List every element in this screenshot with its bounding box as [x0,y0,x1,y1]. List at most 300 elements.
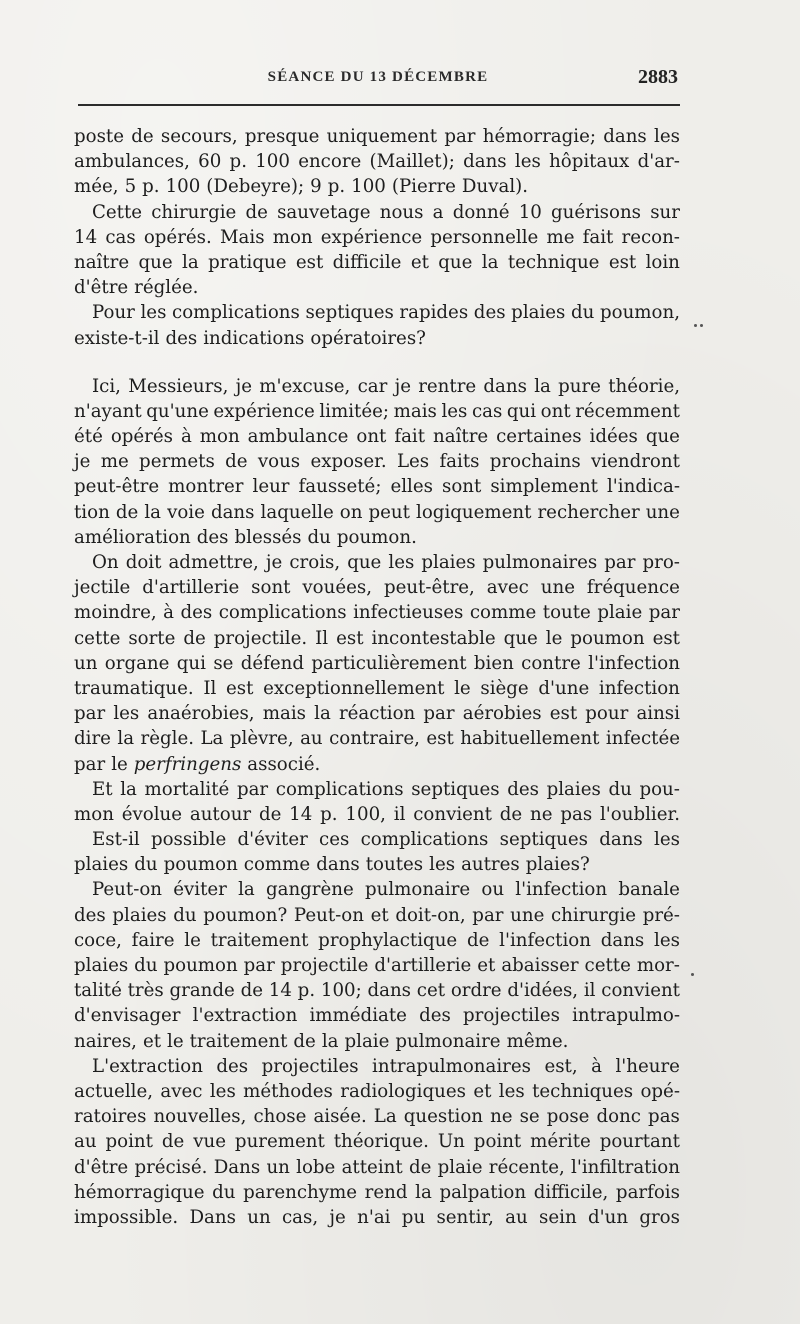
word: septiques [305,302,394,324]
running-head: SÉANCE DU 13 DÉCEMBRE [267,69,489,85]
word: peut-être [74,476,160,498]
word: fausseté; [298,476,382,498]
word: talité [74,980,122,1002]
word: pro- [642,552,680,573]
word: opé- [640,1080,680,1102]
word: sont [251,577,291,599]
word: (Maillet); [369,151,455,173]
word: plaies [74,854,129,876]
word: secours, [160,126,238,147]
word: encore [298,151,362,173]
word: p. [229,151,247,173]
word: purement [234,1131,325,1153]
word: des [507,778,539,800]
text-line [74,903,680,928]
word: p. [142,176,160,198]
word: voie [167,501,205,523]
word: un [247,1206,271,1228]
word: sein [539,1206,577,1228]
word: poumon [163,854,238,876]
word: le [167,1030,184,1052]
word: d'artillerie [374,955,472,976]
word: Il [315,627,329,649]
word: et [410,251,429,273]
word: vouées, [302,577,372,599]
word: 100, [345,803,386,825]
word: mon [272,226,313,248]
word: perfringens [133,753,242,775]
word: infectée [605,728,680,750]
word: récemment [575,400,680,422]
text-line [74,1180,680,1205]
word: expérience [320,226,423,248]
text-line [74,777,680,802]
text-line [74,300,680,325]
text-line [74,877,680,902]
word: l'heure [615,1055,680,1077]
text-line [74,1205,680,1230]
word: banale [618,879,680,901]
word: plaie [344,1030,390,1052]
word: l'oublier. [599,803,680,825]
word: atteint [341,1156,403,1178]
word: le [111,753,128,775]
word: l'infection [588,652,680,674]
word: 100 [165,176,201,198]
word: ces [319,829,350,851]
word: est [549,703,578,725]
word: traitement [189,1030,288,1052]
word: organe [104,652,170,674]
word: me [100,451,129,473]
word: projectiles [261,1055,359,1077]
word: donc [596,1106,641,1128]
word: doit-on, [395,904,466,926]
word: de [240,980,263,1002]
word: convient [601,980,680,1002]
word: les [654,929,680,951]
text-line [74,124,680,149]
word: dans [316,854,360,876]
text-line [74,978,680,1003]
word: plèvre, [229,728,294,750]
word: Dans [189,1206,236,1228]
word: la [481,251,499,273]
print-speck [691,973,694,976]
word: Les [396,451,430,473]
word: traitement [210,929,309,951]
word: car [357,375,388,397]
word: 14 [268,980,292,1002]
word: 100 [255,151,290,173]
word: dans [210,501,255,523]
word: guérisons [551,201,641,223]
word: plaie [437,1156,483,1178]
word: est, [544,1055,578,1077]
word: mor- [636,955,680,976]
text-line [74,600,680,625]
word: dans [599,829,643,851]
word: ne [490,1106,513,1128]
word: projectiles [463,1005,560,1027]
word: septiques [411,778,500,800]
word: Dans [213,1156,261,1178]
word: plaies [511,302,566,324]
word: rentre [418,375,477,397]
word: ambulances, [74,151,190,173]
word: d'un [587,1206,629,1228]
word: la [534,375,551,397]
word: complications [172,302,300,324]
word: 100 [351,176,386,198]
word: faire [131,929,175,951]
word: cas [471,400,503,422]
text-line [74,1129,680,1154]
word: la [415,1181,432,1203]
text-line [74,275,680,300]
word: peut-être, [383,577,475,599]
text-line [74,827,680,852]
word: les [514,151,541,173]
word: ont [356,426,387,448]
word: je [329,1206,346,1228]
word: des [216,1055,249,1077]
word: au [74,1131,97,1153]
text-line [74,953,680,978]
word: poumon. [336,526,417,548]
word: sont [441,476,482,498]
word: la [182,251,199,273]
word: ambulance [247,426,349,448]
word: l'indica- [606,476,680,498]
word: par [74,703,106,725]
word: les [654,829,680,851]
page-number: 2883 [638,66,678,88]
word: septiques [499,829,588,851]
header-rule [78,104,680,106]
word: à [163,602,174,624]
text-line [74,550,680,575]
word: tion [74,501,110,523]
word: actuelle, [74,1080,153,1102]
word: été [74,426,103,448]
word: et [477,955,496,976]
body-text [74,124,680,1230]
word: d'idées, [507,980,579,1002]
word: elles [390,476,433,498]
word: des [74,904,106,926]
word: défend [240,652,305,674]
word: l'extraction [192,1005,298,1027]
word: fréquence [586,577,680,599]
word: les [429,854,456,876]
word: 100; [320,980,362,1002]
word: Peut-on [92,879,163,901]
word: mais [393,400,437,422]
word: à [180,426,192,448]
word: qui [176,652,206,674]
word: complications [275,778,404,800]
word: impossible. [74,1206,179,1228]
word: mon [74,803,114,825]
word: on [339,501,363,523]
text-line [74,449,680,474]
word: plaies [74,955,129,976]
text-line [74,651,680,676]
word: exposer. [310,451,387,473]
word: éviter [173,879,227,901]
word: par [236,778,269,800]
word: récente, [488,1156,565,1178]
word: 14 [74,226,98,248]
word: associé. [247,753,321,775]
text-line [74,525,680,550]
word: opératoires? [310,327,426,349]
word: naître [74,251,130,273]
word: qui [506,400,537,422]
text-line [74,676,680,701]
word: chose [253,1106,307,1128]
word: poumon [570,627,645,649]
word: coce, [74,929,122,951]
word: aérobies [462,703,542,725]
word: la [238,879,255,901]
word: a [432,201,444,223]
word: plaies? [525,854,590,876]
word: Duval). [461,176,529,198]
text-line [74,1054,680,1079]
word: contraire, [329,728,420,750]
word: je [235,375,253,397]
word: viendront [591,451,680,473]
word: peut [368,501,410,523]
word: de [183,627,206,649]
word: sur [650,201,680,223]
word: l'infiltration [571,1156,680,1178]
word: naires, [74,1030,137,1052]
word: un [266,1156,290,1178]
word: gros [639,1206,680,1228]
word: par [472,904,504,926]
word: donné [452,201,510,223]
word: autour [189,803,252,825]
word: de [258,803,282,825]
word: des [473,302,506,324]
text-line [74,1003,680,1028]
word: un [74,652,98,674]
word: mais [262,703,306,725]
word: poumon, [600,302,680,324]
word: la [120,778,137,800]
word: nouvelles, [153,1106,247,1128]
word: (Pierre [391,176,456,198]
word: dire [74,728,111,750]
word: de [161,1131,185,1153]
text-line [74,701,680,726]
word: logiquement [416,501,532,523]
word: cas, [281,1206,319,1228]
word: traumatique. [74,677,194,699]
word: pulmonaire [395,1030,501,1052]
text-line [74,752,680,777]
word: théorique. [333,1131,429,1153]
word: ratoires [74,1106,147,1128]
word: crois, [289,552,341,573]
word: idées [589,426,638,448]
word: 60 [198,151,222,173]
word: il [583,980,596,1002]
word: prophylactique [318,929,458,951]
word: n'ai [357,1206,391,1228]
word: rechercher [537,501,640,523]
word: de [293,1030,316,1052]
word: Cette [92,201,143,223]
word: par [444,126,476,147]
word: Est-il [92,829,140,851]
word: d'une [538,677,590,699]
word: complications [218,602,347,624]
word: du [212,1181,236,1203]
word: théorie, [608,375,680,397]
word: sentir, [436,1206,494,1228]
text-line [74,399,680,424]
word: le [454,677,471,699]
text-line [74,1104,680,1129]
word: je [74,451,91,473]
word: des [196,526,229,548]
word: On [92,552,119,573]
word: pulmonaires [482,552,598,573]
word: ou [481,879,505,901]
word: aisée. [313,1106,367,1128]
word: chirurgie [151,201,237,223]
word: me [546,226,575,248]
word: comme [469,602,537,624]
word: pu [401,1206,426,1228]
word: loin [645,251,680,273]
word: d'artillerie [142,577,240,599]
word: avec [486,577,529,599]
word: techniques [532,1080,634,1102]
word: presque [244,126,320,147]
text-line [74,802,680,827]
word: n'ayant [74,400,142,422]
word: du [307,526,331,548]
text-line [74,726,680,751]
word: au [505,1206,528,1228]
word: de [115,501,139,523]
word: comme [243,854,311,876]
word: le [184,929,201,951]
word: règle. [140,728,194,750]
word: opérés. [143,226,212,248]
word: avec [160,1080,203,1102]
word: p. [297,980,316,1002]
word: 9 [310,176,322,198]
word: faits [439,451,480,473]
word: infection [598,677,680,699]
word: plaies [546,778,601,800]
word: simplement [490,476,598,498]
word: les [441,400,468,422]
word: m'excuse, [259,375,351,397]
word: méthodes [243,1080,333,1102]
word: par [423,703,455,725]
word: pratique [208,251,287,273]
word: qu'une [146,400,209,422]
word: et [473,1080,492,1102]
word: palpation [439,1181,527,1203]
word: est [426,728,454,750]
word: Ici, [92,375,121,397]
word: Il [203,677,217,699]
word: admettre, [168,552,259,573]
word: pure [558,375,601,397]
word: dans [483,375,527,397]
word: technique [507,251,600,273]
word: par [74,753,106,775]
word: cet [416,980,446,1002]
word: plaies [421,552,476,573]
word: ainsi [636,703,680,725]
text-line [74,225,680,250]
word: par [648,602,680,624]
word: l'infection [515,879,608,901]
word: Pour [92,302,135,324]
word: indications [203,327,305,349]
word: que [438,251,473,273]
word: même. [506,1030,569,1052]
text-line [74,500,680,525]
word: est [336,627,364,649]
word: se [519,1106,540,1128]
word: anaérobies, [147,703,255,725]
word: mortalité [144,778,230,800]
word: immédiate [309,1005,407,1027]
word: L'extraction [92,1055,203,1077]
word: évolue [121,803,183,825]
word: réglée. [134,277,199,299]
word: chirurgie [551,904,637,926]
word: d'éviter [237,829,308,851]
word: Peut-on [293,904,364,926]
word: je [265,552,283,573]
word: précisé. [134,1156,208,1178]
word: question [403,1106,484,1128]
word: sauvetage [277,201,371,223]
word: point [473,1131,522,1153]
text-line [74,575,680,600]
word: doit [125,552,162,573]
word: convient [413,803,492,825]
text-line [74,149,680,174]
word: hémorragique [74,1181,205,1203]
word: pas [648,1106,680,1128]
word: expérience [213,400,315,422]
word: moindre, [74,602,157,624]
word: difficile, [533,1181,609,1203]
word: et [370,904,389,926]
word: les [654,126,680,147]
word: des [419,1005,451,1027]
word: les [388,552,415,573]
word: Et [92,778,113,800]
word: 10 [518,201,542,223]
text-line [74,474,680,499]
word: La [373,1106,397,1128]
word: poumon? [203,904,288,926]
word: laquelle [260,501,334,523]
